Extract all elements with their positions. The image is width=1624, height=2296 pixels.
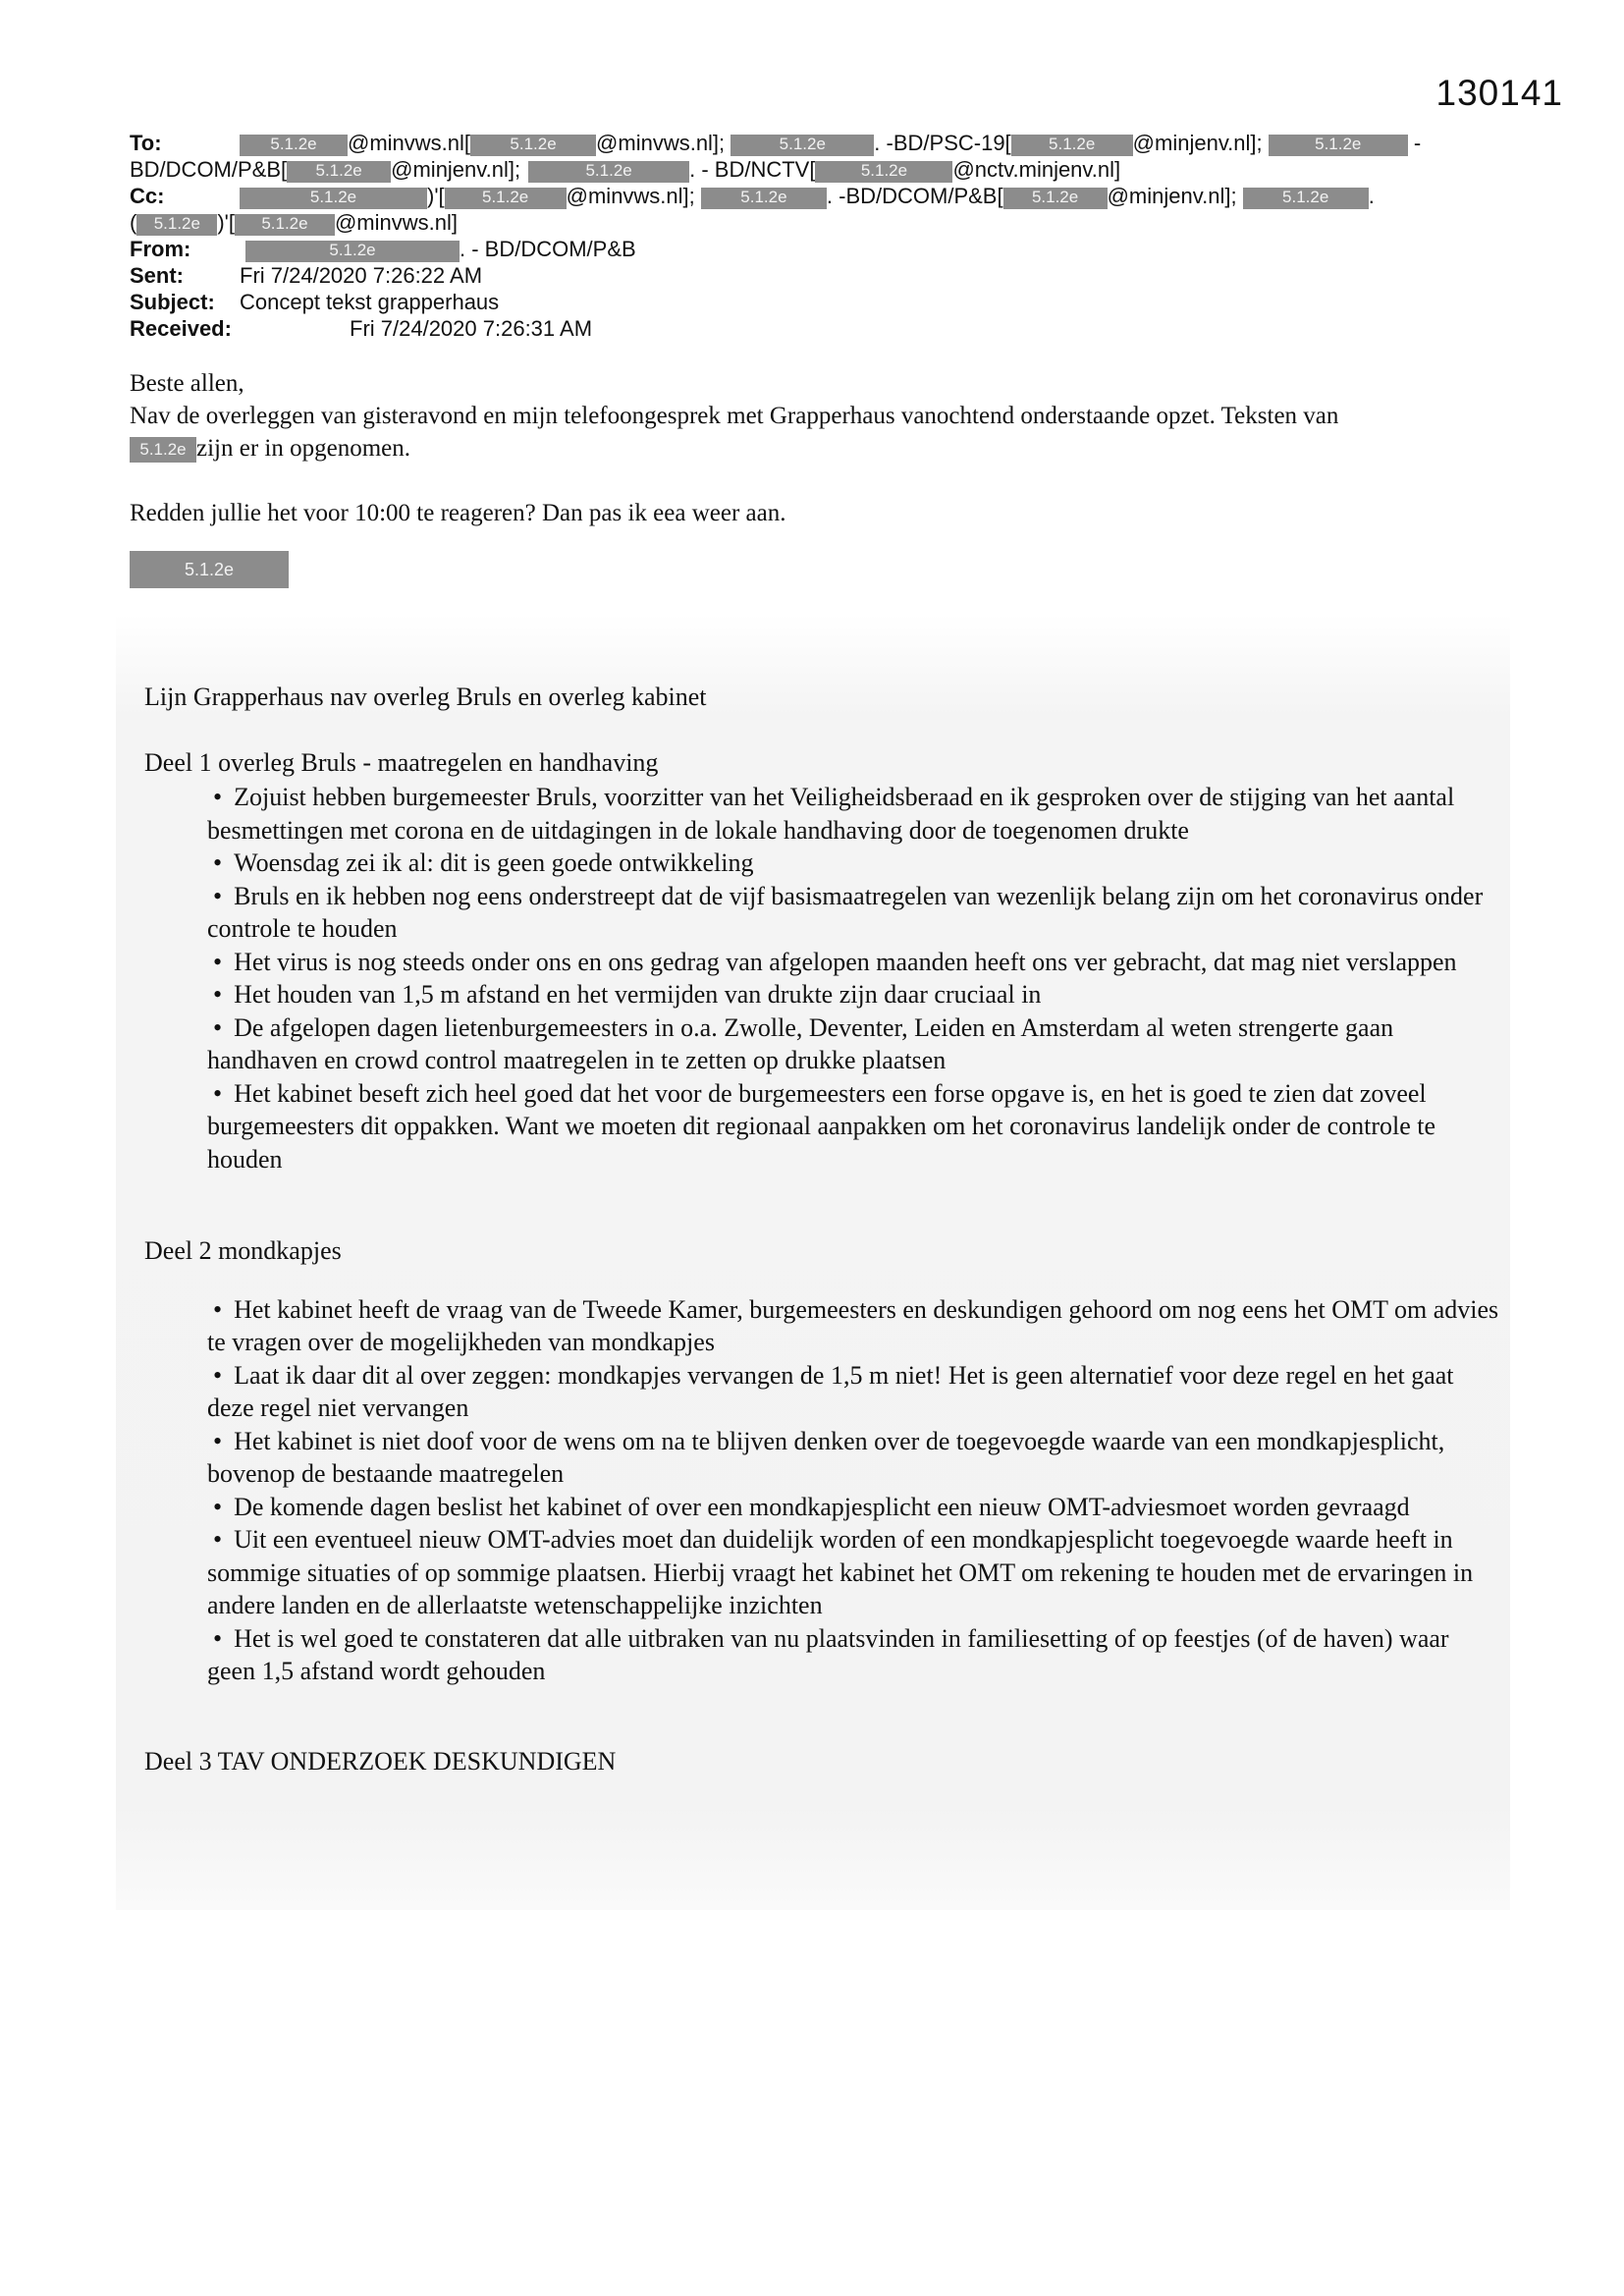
section-heading: Deel 3 TAV ONDERZOEK DESKUNDIGEN [144,1746,617,1776]
bullet-item: • Bruls en ik hebben nog eens onderstreept dat de vijf basismaatregelen van wezenlijk belang zijn om het coronavirus onder controle te houden [207,880,1499,946]
redaction: 5.1.2e [815,161,952,183]
to-address: - [1407,131,1422,155]
bullet-item: • Het kabinet heeft de vraag van de Tweede Kamer, burgemeesters en deskundigen gehoord om nog eens het OMT om advies te vragen over de mogelijkheden van mondkapjes [207,1293,1499,1359]
to-address: BD/DCOM/P&B[ [130,157,288,182]
to-address: . -BD/PSC-19[ [874,131,1011,155]
to-label: To: [130,131,162,155]
bullet-item: • Het kabinet beseft zich heel goed dat het voor de burgemeesters een forse opgave is, en het is goed te zien dat zoveel burgemeesters dit oppakken. Want we moeten dit regionaal aanpakken om het coronavirus landelijk onder de controle te houden [207,1077,1499,1176]
redaction: 5.1.2e [1003,188,1108,209]
redaction: 5.1.2e [240,188,427,209]
redaction: 5.1.2e [136,214,217,236]
redaction: 5.1.2e [701,188,827,209]
bullet-item: • Het houden van 1,5 m afstand en het vermijden van drukte zijn daar cruciaal in [207,978,1499,1011]
cc-address: )'[ [217,210,235,235]
to-address: @minjenv.nl]; [1132,131,1263,155]
from-value: . - BD/DCOM/P&B [460,237,636,261]
sent-label: Sent: [130,263,184,288]
cc-address: ( [130,210,137,235]
email-header [130,130,1504,342]
bullet-item: • Uit een eventueel nieuw OMT-advies moet dan duidelijk worden of een mondkapjesplicht toegevoegde waarde heeft in sommige situaties of op sommige plaatsen. Hierbij vraagt het kabinet het OMT om rekening te houden met de ervaringen in andere landen en de allerlaatste wetenschappelijke inzichten [207,1523,1499,1622]
reply-question: Redden jullie het voor 10:00 te reageren? Dan pas ik eea weer aan. [130,500,786,526]
cc-line-continued [130,209,1504,236]
redaction: 5.1.2e [245,241,460,262]
section-heading: Deel 1 overleg Bruls - maatregelen en handhaving [144,747,659,777]
received-value: Fri 7/24/2020 7:26:31 AM [350,316,593,341]
cc-address: . [1368,184,1375,208]
redaction: 5.1.2e [445,188,567,209]
to-line [130,130,1504,156]
bullet-item: • Het is wel goed te constateren dat alle uitbraken van nu plaatsvinden in familiesetting of op feestjes (of de haven) waar geen 1,5 afstand wordt gehouden [207,1622,1499,1688]
bullet-item: • Het virus is nog steeds onder ons en ons gedrag van afgelopen maanden heeft ons ver gebracht, dat mag niet verslappen [207,946,1499,979]
bullet-item: • Zojuist hebben burgemeester Bruls, voorzitter van het Veiligheidsberaad en ik gesproken over de stijging van het aantal besmettingen met corona en de uitdagingen in de lokale handhaving door de toegenomen drukte [207,781,1499,847]
redaction: 5.1.2e [1243,188,1369,209]
received-line [130,315,1504,342]
section-2-bullets [207,1293,1499,1688]
signature-redaction [130,551,1504,588]
bullet-item: • Woensdag zei ik al: dit is geen goede ontwikkeling [207,847,1499,880]
sent-line [130,262,1504,289]
cc-label: Cc: [130,184,165,208]
to-address: @nctv.minjenv.nl] [952,157,1121,182]
redaction: 5.1.2e [130,437,196,463]
bullet-item: • Het kabinet is niet doof voor de wens om na te blijven denken over de toegevoegde waarde van een mondkapjesplicht, bovenop de bestaande maatregelen [207,1425,1499,1491]
redaction: 5.1.2e [731,135,874,156]
quoted-document [144,681,1509,1777]
from-label: From: [130,237,191,261]
received-label: Received: [130,316,232,341]
cc-address: )'[ [427,184,445,208]
redaction: 5.1.2e [240,135,348,156]
greeting: Beste allen, [130,370,244,397]
subject-value: Concept tekst grapperhaus [240,290,500,314]
to-address: @minjenv.nl]; [391,157,521,182]
to-line-continued [130,156,1504,183]
to-address: @minvws.nl[ [348,131,471,155]
redaction: 5.1.2e [130,551,289,588]
bullet-item: • Laat ik daar dit al over zeggen: mondkapjes vervangen de 1,5 m niet! Het is geen alternatief voor deze regel en het gaat deze regel niet vervangen [207,1359,1499,1425]
to-address: @minvws.nl]; [596,131,726,155]
document-title: Lijn Grapperhaus nav overleg Bruls en overleg kabinet [144,683,707,711]
section-heading: Deel 2 mondkapjes [144,1236,342,1265]
section-1-bullets [207,781,1499,1175]
redaction: 5.1.2e [1269,135,1408,156]
subject-line [130,289,1504,315]
redaction: 5.1.2e [528,161,689,183]
bullet-item: • De komende dagen beslist het kabinet of over een mondkapjesplicht een nieuw OMT-adviesmoet worden gevraagd [207,1491,1499,1524]
intro-line-2: 5.1.2e zijn er in opgenomen. [130,432,1504,465]
cc-address: @minvws.nl]; [566,184,695,208]
cc-line [130,183,1504,209]
from-line [130,236,1504,262]
document-number: 130141 [1435,73,1563,113]
redaction: 5.1.2e [470,135,596,156]
intro-line-1: Nav de overleggen van gisteravond en mijn telefoongesprek met Grapperhaus vanochtend onderstaande opzet. Teksten van [130,403,1339,429]
cc-address: . -BD/DCOM/P&B[ [826,184,1003,208]
redaction: 5.1.2e [287,161,391,183]
subject-label: Subject: [130,290,215,314]
email-intro [130,367,1504,588]
redaction: 5.1.2e [1011,135,1133,156]
to-address: . - BD/NCTV[ [689,157,816,182]
cc-address: @minvws.nl] [334,210,458,235]
cc-address: @minjenv.nl]; [1107,184,1237,208]
sent-value: Fri 7/24/2020 7:26:22 AM [240,263,483,288]
bullet-item: • De afgelopen dagen lietenburgemeesters in o.a. Zwolle, Deventer, Leiden en Amsterdam al weten strengerte gaan handhaven en crowd control maatregelen in te zetten op drukke plaatsen [207,1011,1499,1077]
redaction: 5.1.2e [235,214,335,236]
